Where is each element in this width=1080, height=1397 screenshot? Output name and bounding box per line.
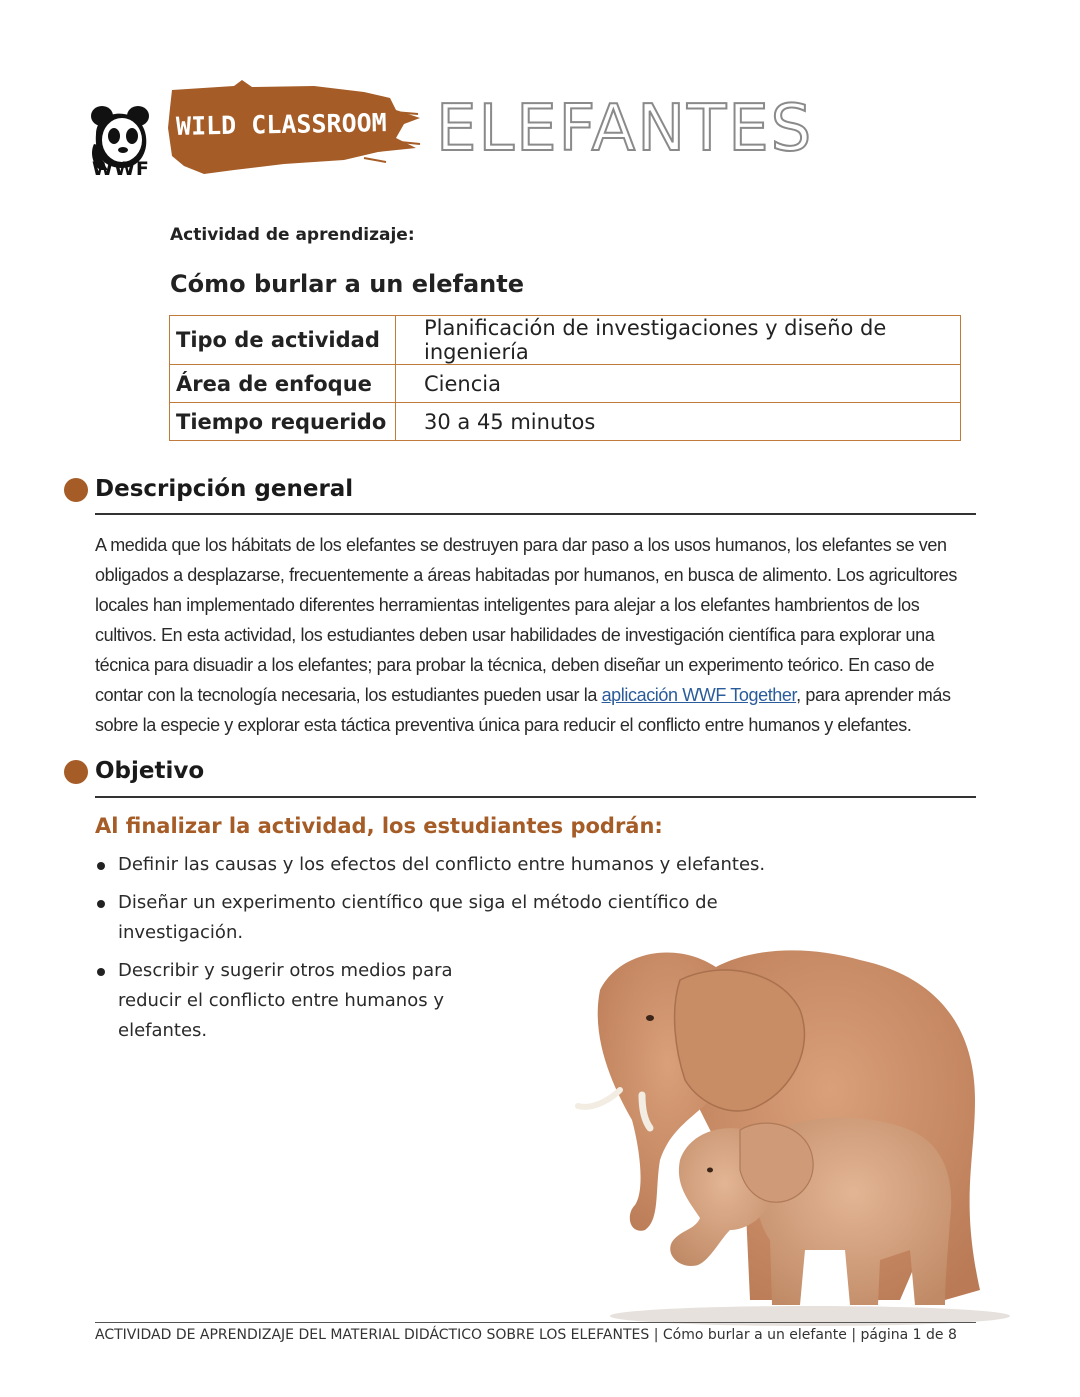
section-bullet-icon [64, 478, 88, 502]
overview-heading: Descripción general [95, 476, 354, 502]
overview-paragraph [95, 530, 980, 740]
page-footer: ACTIVIDAD DE APRENDIZAJE DEL MATERIAL DIDÁCTICO SOBRE LOS ELEFANTES | Cómo burlar a un elefante | página 1 de 8 [95, 1327, 957, 1343]
list-item: Diseñar un experimento científico que siga el método científico de investigación. [95, 888, 815, 948]
table-row [170, 316, 961, 365]
wwf-together-link[interactable]: aplicación WWF Together [601, 685, 797, 705]
table-key: Tipo de actividad [170, 316, 396, 365]
section-bullet-icon [64, 760, 88, 784]
list-item: Definir las causas y los efectos del conflicto entre humanos y elefantes. [95, 850, 815, 880]
elephants-photo [560, 930, 1030, 1330]
wwf-logo-text: WWF [92, 158, 150, 180]
table-key: Área de enfoque [170, 365, 396, 403]
page-title: ELEFANTES [436, 92, 814, 166]
activity-info-table [169, 315, 961, 441]
overview-text-start: A medida que los hábitats de los elefantes se destruyen para dar paso a los usos humanos, los elefantes se ven obligados a desplazarse, frecuentemente a áreas habitadas por humanos, en busca de alimento. Los agricultores locales han implementado diferentes herramientas inteligentes para alejar a los elefantes hambrientos de los cultivos. En esta actividad, los estudiantes deben usar habilidades de investigación científica para explorar una técnica para disuadir a los elefantes; para probar la técnica, deben diseñar un experimento teórico. En caso de contar con la tecnología necesaria, los estudiantes pueden usar la [95, 535, 957, 705]
wild-classroom-brand: WILD CLASSROOM [175, 108, 387, 141]
table-value: 30 a 45 minutos [396, 403, 961, 441]
activity-title: Cómo burlar a un elefante [170, 270, 524, 298]
table-key: Tiempo requerido [170, 403, 396, 441]
table-row [170, 365, 961, 403]
objective-subtitle: Al finalizar la actividad, los estudiantes podrán: [95, 814, 663, 838]
table-value: Ciencia [396, 365, 961, 403]
objective-heading: Objetivo [95, 758, 205, 784]
section-divider [95, 796, 976, 798]
table-value: Planificación de investigaciones y diseño de ingeniería [396, 316, 961, 365]
activity-label: Actividad de aprendizaje: [170, 225, 415, 245]
section-divider [95, 513, 976, 515]
table-row [170, 403, 961, 441]
overview-text-end: , para aprender más sobre la especie y explorar esta táctica preventiva única para reducir el conflicto entre humanos y elefantes. [95, 685, 951, 735]
list-item: Describir y sugerir otros medios para reducir el conflicto entre humanos y elefantes. [95, 956, 498, 1046]
footer-divider [95, 1322, 976, 1323]
